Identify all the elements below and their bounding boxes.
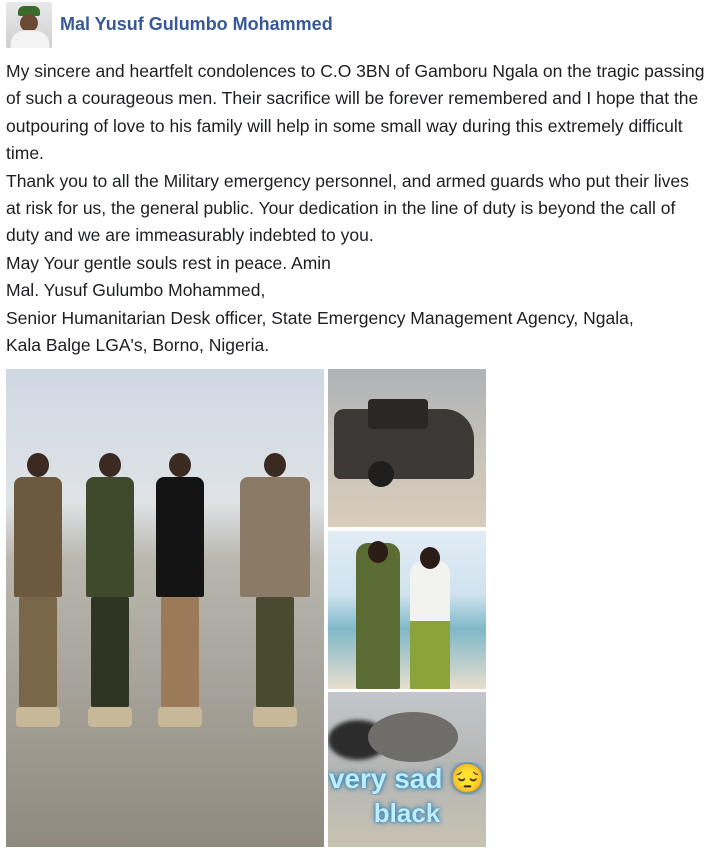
- photo-couple[interactable]: [328, 531, 486, 689]
- soldier-figure: [14, 453, 62, 727]
- post-signature-title: Senior Humanitarian Desk officer, State Emergency Management Agency, Ngala,: [6, 307, 634, 328]
- post-paragraph: Thank you to all the Military emergency personnel, and armed guards who put their lives at risk for us, the general public. Your dedication in the line of duty is beyond the call of duty and we are immeasurably indebted to you.: [6, 170, 689, 246]
- post-signature-name: Mal. Yusuf Gulumbo Mohammed,: [6, 280, 266, 301]
- photo-overlay-text: very sad 😔: [328, 763, 486, 794]
- soldier-figure: [240, 453, 310, 727]
- soldier-figure: [156, 453, 204, 727]
- wheel: [368, 461, 394, 487]
- photo-fire[interactable]: [328, 692, 486, 847]
- author-avatar[interactable]: [6, 2, 52, 48]
- post-paragraph: May Your gentle souls rest in peace. Amin: [6, 252, 331, 273]
- photo-soldiers[interactable]: [6, 369, 324, 847]
- post-paragraph: My sincere and heartfelt condolences to C.O 3BN of Gamboru Ngala on the tragic passing of such a courageous men. Their sacrifice will be forever remembered and I hope that the outpouring of love to his family will help in some small way during this extremely difficult time.: [6, 61, 705, 164]
- soldier-figure: [86, 453, 134, 727]
- post-header: [6, 2, 706, 50]
- man-in-uniform: [356, 543, 400, 689]
- photo-burnt-vehicle[interactable]: [328, 369, 486, 527]
- photo-overlay-text: black: [373, 798, 441, 828]
- author-name[interactable]: Mal Yusuf Gulumbo Mohammed: [60, 14, 333, 34]
- avatar-robe: [10, 30, 50, 48]
- post-body: [6, 58, 706, 359]
- post-signature-location: Kala Balge LGA's, Borno, Nigeria.: [6, 335, 270, 356]
- woman-in-nysc-uniform: [410, 561, 450, 689]
